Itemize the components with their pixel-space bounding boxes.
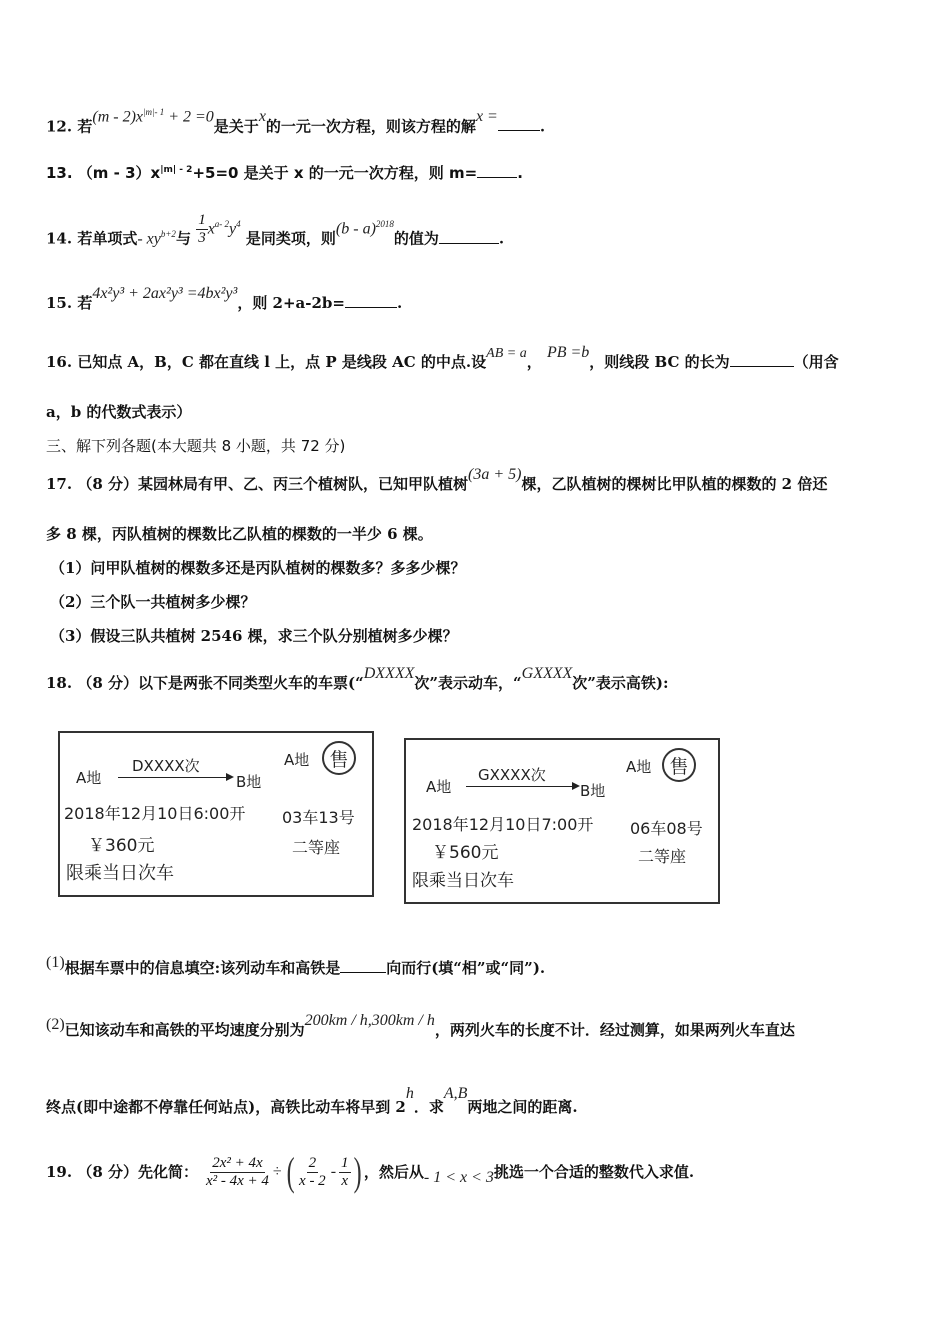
q18-part1-text: 根据车票中的信息填空:该列动车和高铁是: [64, 959, 341, 977]
q12-prefix: 若: [77, 117, 93, 136]
q12-solution-var: x =: [475, 108, 498, 126]
q18-part2-ab: A,B: [443, 1085, 468, 1102]
q16-answer-blank[interactable]: [730, 352, 794, 367]
q19-fraction-1: $\frac{\text{2x² + 4x}}{\text{x² - 4x + 4}}$: [205, 1154, 269, 1189]
q19-text3: 挑选一个合适的整数代入求值.: [493, 1163, 695, 1181]
question-17-line-1: [46, 466, 828, 495]
ticket2-arrow-icon: [572, 782, 580, 790]
q13-answer-blank[interactable]: [477, 163, 517, 178]
question-17-sub-2: （2）三个队一共植树多少棵？: [50, 593, 256, 611]
q18-part2-text: 已知该动车和高铁的平均速度分别为: [64, 1021, 305, 1039]
q19-divide: ÷: [272, 1163, 282, 1180]
ticket1-destination: B地: [236, 773, 262, 791]
q16-pb: PB =b: [546, 344, 590, 361]
question-15: [46, 285, 403, 314]
ticket2-price: ￥560元: [432, 843, 499, 863]
ticket2-seat: 06车08号: [630, 819, 703, 838]
q12-var: x: [258, 108, 266, 126]
q18-part2-text2: ，两列火车的长度不计．经过测算，如果两列火车直达: [434, 1021, 795, 1039]
ticket1-class: 二等座: [292, 838, 341, 857]
q18-part2-hours: h: [405, 1085, 414, 1102]
q19-paren-right: ): [353, 1149, 362, 1194]
q18-text-c: 次”表示高铁):: [572, 674, 669, 692]
question-13: [46, 160, 523, 183]
q14-text3: 的值为: [393, 229, 439, 248]
q19-fraction-2: $\frac{2}{x - 2}$: [299, 1154, 326, 1189]
ticket1-origin-top: A地: [284, 751, 310, 769]
ticket1-seat: 03车13号: [282, 808, 355, 827]
q15-equation: 4x²y³ + 2ax²y³ =4bx²y³: [92, 285, 238, 302]
q12-answer-blank[interactable]: [498, 116, 540, 131]
q13-suffix: .: [517, 164, 523, 182]
ticket1-departure-time: 2018年12月10日6:00开: [64, 804, 246, 823]
ticket2-arrow-line: [466, 786, 574, 787]
question-18-part-2-line-1: [46, 1012, 795, 1041]
q16-text-b: ，则线段 BC 的长为: [589, 353, 730, 371]
ticket2-origin: A地: [426, 778, 452, 796]
ticket2-class: 二等座: [638, 847, 687, 866]
ticket1-arrow-icon: [226, 773, 234, 781]
q18-part1-answer-blank[interactable]: [340, 958, 386, 973]
q19-minus: -: [330, 1163, 337, 1180]
q12-suffix: .: [539, 117, 546, 136]
ticket1-stamp: 售: [322, 741, 356, 775]
q12-num: 12.: [46, 117, 73, 136]
q19-range: - 1 < x < 3: [423, 1169, 494, 1186]
q18-text-b: 次”表示动车，“: [414, 674, 522, 692]
q12-equation: $(m - 2)x^{|m|- 1} + 2 =0$: [92, 107, 214, 126]
q12-text2: 的一元一次方程，则该方程的解: [265, 117, 476, 136]
question-12: [46, 107, 546, 137]
q13-text2: +5=0 是关于 x 的一元一次方程，则 m=: [192, 164, 478, 182]
q14-fraction: $\frac{1}{3}$: [198, 212, 206, 246]
ticket2-stamp: 售: [662, 748, 696, 782]
q13-exponent: |m| - 2: [160, 165, 193, 175]
q18-part2-speeds: 200km / h,300km / h: [304, 1012, 435, 1029]
q19-paren-left: (: [286, 1149, 295, 1194]
q14-answer-blank[interactable]: [439, 229, 499, 244]
q18-part2-line2-a: 终点(即中途都不停靠任何站点)，高铁比动车将早到 2: [46, 1098, 406, 1116]
question-14: [46, 212, 505, 257]
q17-text-b: 棵，乙队植树的棵树比甲队植的棵数的 2 倍还: [521, 475, 828, 493]
q19-fraction-3: $\frac{1}{x}$: [341, 1154, 349, 1189]
ticket1-origin: A地: [76, 769, 102, 787]
question-17-sub-3: （3）假设三队共植树 2546 棵，求三个队分别植树多少棵？: [50, 627, 458, 645]
q17-expression: (3a + 5): [467, 466, 522, 483]
q18-d-train: DXXXX: [363, 665, 415, 682]
q18-g-train: GXXXX: [521, 665, 573, 682]
q18-part1-text2: 向而行(填“相”或“同”).: [386, 959, 546, 977]
question-18-part-2-line-2: [46, 1085, 578, 1118]
q18-part1-num: (1): [46, 954, 65, 971]
q14-suffix: .: [498, 229, 505, 248]
section-3-title: 三、解下列各题(本大题共 8 小题，共 72 分): [46, 437, 346, 455]
q14-prefix: 14. 若单项式: [46, 229, 138, 248]
q14-text2: 是同类项，则: [245, 229, 336, 248]
ticket1-train-number: DXXXX次: [132, 757, 200, 775]
q18-part2-line2-b: ．求: [413, 1098, 444, 1116]
question-18-intro: [46, 665, 669, 694]
q15-text2: ，则 2+a-2b=: [237, 294, 345, 312]
q17-text-a: 17. （8 分）某园林局有甲、乙、丙三个植树队，已知甲队植树: [46, 475, 468, 493]
q14-monomial-2: $x^{a- 2}y^4$: [207, 219, 241, 238]
q15-prefix: 15. 若: [46, 294, 93, 312]
q18-part2-num: (2): [46, 1016, 65, 1033]
q14-monomial-1: - $xy^{b+2}$: [137, 229, 176, 248]
question-16-line-2: a，b 的代数式表示）: [46, 403, 192, 421]
ticket-g-train: [404, 738, 720, 904]
ticket-d-train: [58, 731, 374, 897]
ticket1-note: 限乘当日次车: [66, 863, 174, 884]
ticket2-train-number: GXXXX次: [478, 766, 546, 784]
q14-mid: 与: [175, 229, 191, 248]
ticket2-note: 限乘当日次车: [412, 871, 514, 891]
question-19: [46, 1146, 694, 1198]
q19-text2: ，然后从: [363, 1163, 424, 1181]
q15-answer-blank[interactable]: [345, 293, 397, 308]
question-18-part-1: [46, 954, 546, 979]
ticket2-destination: B地: [580, 782, 606, 800]
q19-prefix: 19. （8 分）先化简：: [46, 1163, 198, 1181]
ticket1-arrow-line: [118, 777, 228, 778]
ticket2-departure-time: 2018年12月10日7:00开: [412, 815, 594, 834]
ticket1-price: ￥360元: [88, 836, 155, 856]
question-16-line-1: [46, 344, 839, 374]
question-17-sub-1: （1）问甲队植树的棵数多还是丙队植树的棵数多？多多少棵？: [50, 559, 466, 577]
q16-comma: ，: [526, 353, 542, 371]
q16-text-a: 16. 已知点 A，B，C 都在直线 l 上，点 P 是线段 AC 的中点.设: [46, 353, 487, 371]
question-17-line-2: 多 8 棵，丙队植树的棵数比乙队植的棵数的一半少 6 棵。: [46, 525, 433, 543]
q16-ab: AB = a: [486, 346, 527, 361]
q13-text: 13. （m - 3）x: [46, 164, 161, 182]
q16-text-c: （用含: [793, 353, 839, 371]
q12-text1: 是关于: [213, 117, 259, 136]
q18-text-a: 18. （8 分）以下是两张不同类型火车的车票(“: [46, 674, 364, 692]
ticket2-origin-top: A地: [626, 758, 652, 776]
q14-expression: (b - a)$^{2018}$: [335, 219, 394, 238]
q18-part2-line2-c: 两地之间的距离.: [467, 1098, 578, 1116]
q15-suffix: .: [396, 294, 403, 312]
